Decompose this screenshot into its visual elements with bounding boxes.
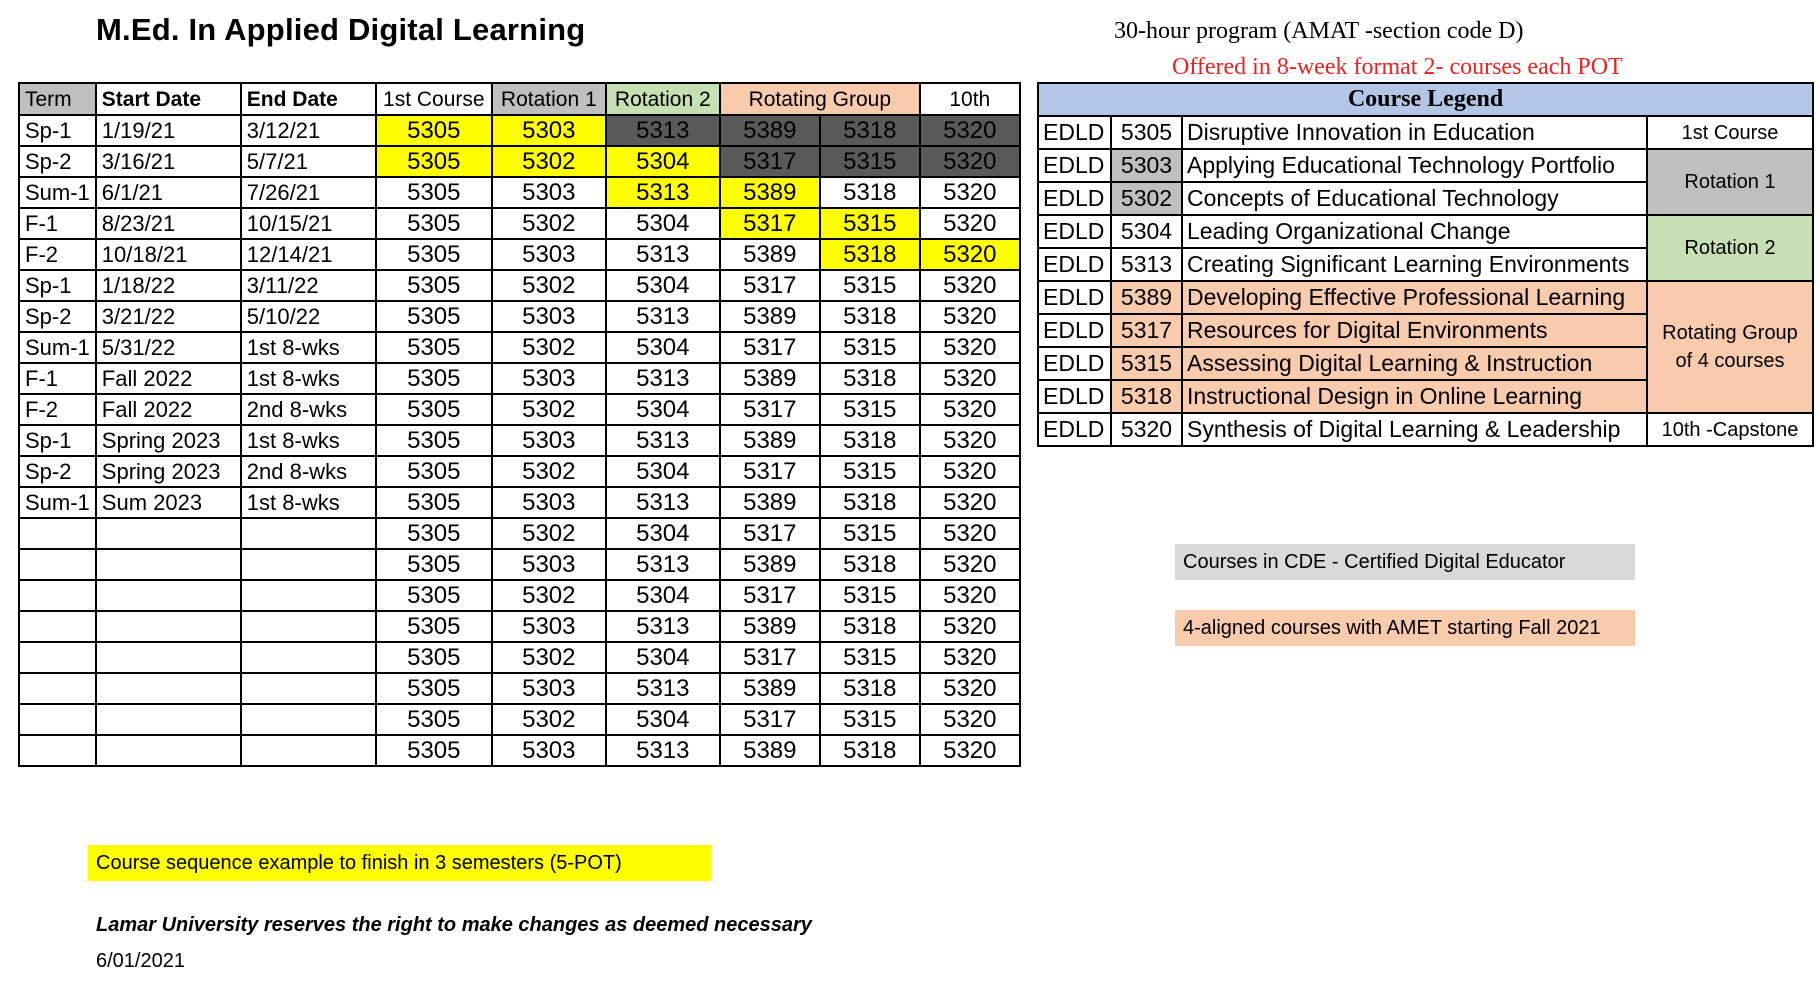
first-course-cell: 5305 xyxy=(376,487,492,518)
legend-group-rotation-2 xyxy=(1647,215,1813,281)
legend-group-label: of 4 courses xyxy=(1675,350,1785,372)
end-date-cell: 3/12/21 xyxy=(241,115,376,146)
end-date-cell xyxy=(241,580,376,611)
term-cell: F-1 xyxy=(19,363,96,394)
start-date-cell xyxy=(96,518,241,549)
legend-prefix: EDLD xyxy=(1038,281,1111,314)
rotation-1-cell: 5303 xyxy=(492,611,606,642)
legend-group-rotation-1 xyxy=(1647,149,1813,215)
schedule-row xyxy=(19,239,1020,270)
start-date-cell: 6/1/21 xyxy=(96,177,241,208)
legend-course-name: Instructional Design in Online Learning xyxy=(1182,380,1647,413)
tenth-course-cell: 5320 xyxy=(920,208,1020,239)
schedule-row xyxy=(19,146,1020,177)
tenth-course-cell: 5320 xyxy=(920,332,1020,363)
legend-prefix: EDLD xyxy=(1038,248,1111,281)
legend-header-row xyxy=(1038,83,1813,116)
first-course-cell: 5305 xyxy=(376,580,492,611)
rotating-group-a-cell: 5317 xyxy=(720,394,820,425)
legend-prefix: EDLD xyxy=(1038,182,1111,215)
tenth-course-cell: 5320 xyxy=(920,456,1020,487)
legend-group-capstone xyxy=(1647,413,1813,446)
rotating-group-a-cell: 5317 xyxy=(720,518,820,549)
legend-row xyxy=(1038,413,1813,446)
rotation-2-cell: 5304 xyxy=(606,394,720,425)
legend-title: Course Legend xyxy=(1038,83,1813,116)
term-cell: Sp-1 xyxy=(19,270,96,301)
rotation-2-cell: 5304 xyxy=(606,270,720,301)
end-date-cell: 12/14/21 xyxy=(241,239,376,270)
start-date-cell: 8/23/21 xyxy=(96,208,241,239)
rotating-group-a-cell: 5389 xyxy=(720,487,820,518)
legend-course-number: 5305 xyxy=(1111,116,1182,149)
end-date-cell xyxy=(241,611,376,642)
rotating-group-b-cell: 5318 xyxy=(820,425,920,456)
first-course-cell: 5305 xyxy=(376,208,492,239)
page-title: M.Ed. In Applied Digital Learning xyxy=(96,12,586,47)
term-cell xyxy=(19,549,96,580)
schedule-row xyxy=(19,115,1020,146)
start-date-cell xyxy=(96,642,241,673)
term-cell xyxy=(19,735,96,766)
disclaimer: Lamar University reserves the right to make changes as deemed necessary xyxy=(96,914,812,936)
rotation-2-cell: 5313 xyxy=(606,239,720,270)
rotating-group-b-cell: 5315 xyxy=(820,704,920,735)
end-date-cell xyxy=(241,735,376,766)
term-cell: Sp-1 xyxy=(19,115,96,146)
tenth-course-cell: 5320 xyxy=(920,487,1020,518)
first-course-cell: 5305 xyxy=(376,425,492,456)
legend-group-label: Rotation 2 xyxy=(1684,237,1776,259)
start-date-cell: 1/18/22 xyxy=(96,270,241,301)
tenth-course-cell: 5320 xyxy=(920,642,1020,673)
rotation-1-cell: 5303 xyxy=(492,673,606,704)
end-date-cell: 7/26/21 xyxy=(241,177,376,208)
schedule-row xyxy=(19,642,1020,673)
legend-course-number: 5303 xyxy=(1111,149,1182,182)
rotating-group-b-cell: 5315 xyxy=(820,146,920,177)
schedule-row xyxy=(19,394,1020,425)
cde-note: Courses in CDE - Certified Digital Educator xyxy=(1175,544,1635,580)
legend-course-name: Developing Effective Professional Learning xyxy=(1182,281,1647,314)
schedule-row xyxy=(19,704,1020,735)
rotating-group-a-cell: 5389 xyxy=(720,735,820,766)
rotating-group-b-cell: 5315 xyxy=(820,332,920,363)
schedule-row xyxy=(19,735,1020,766)
legend-group-label: 10th -Capstone xyxy=(1661,418,1799,441)
schedule-row xyxy=(19,611,1020,642)
rotation-1-cell: 5303 xyxy=(492,487,606,518)
schedule-row xyxy=(19,208,1020,239)
rotating-group-b-cell: 5318 xyxy=(820,549,920,580)
start-date-cell: Spring 2023 xyxy=(96,456,241,487)
term-cell: Sp-2 xyxy=(19,456,96,487)
header-end-date: End Date xyxy=(241,83,376,115)
rotation-1-cell: 5302 xyxy=(492,394,606,425)
schedule-row xyxy=(19,456,1020,487)
term-cell: F-2 xyxy=(19,394,96,425)
rotating-group-a-cell: 5317 xyxy=(720,580,820,611)
rotation-1-cell: 5302 xyxy=(492,332,606,363)
legend-course-name: Assessing Digital Learning & Instruction xyxy=(1182,347,1647,380)
first-course-cell: 5305 xyxy=(376,270,492,301)
end-date-cell: 10/15/21 xyxy=(241,208,376,239)
schedule-row xyxy=(19,177,1020,208)
rotation-2-cell: 5304 xyxy=(606,208,720,239)
start-date-cell: Spring 2023 xyxy=(96,425,241,456)
first-course-cell: 5305 xyxy=(376,704,492,735)
rotating-group-a-cell: 5317 xyxy=(720,642,820,673)
term-cell xyxy=(19,704,96,735)
schedule-row xyxy=(19,425,1020,456)
legend-group-label: Rotation 1 xyxy=(1684,171,1776,193)
rotation-2-cell: 5313 xyxy=(606,735,720,766)
end-date-cell: 3/11/22 xyxy=(241,270,376,301)
rotation-2-cell: 5313 xyxy=(606,177,720,208)
start-date-cell: 5/31/22 xyxy=(96,332,241,363)
start-date-cell xyxy=(96,549,241,580)
legend-prefix: EDLD xyxy=(1038,215,1111,248)
rotating-group-a-cell: 5389 xyxy=(720,115,820,146)
legend-course-number: 5315 xyxy=(1111,347,1182,380)
tenth-course-cell: 5320 xyxy=(920,704,1020,735)
rotation-1-cell: 5303 xyxy=(492,177,606,208)
start-date-cell xyxy=(96,735,241,766)
term-cell: Sp-2 xyxy=(19,301,96,332)
rotating-group-b-cell: 5318 xyxy=(820,487,920,518)
format-note: Offered in 8-week format 2- courses each POT xyxy=(1172,54,1623,80)
rotating-group-a-cell: 5317 xyxy=(720,208,820,239)
rotation-2-cell: 5313 xyxy=(606,487,720,518)
first-course-cell: 5305 xyxy=(376,735,492,766)
rotating-group-b-cell: 5318 xyxy=(820,115,920,146)
rotation-1-cell: 5303 xyxy=(492,115,606,146)
rotating-group-b-cell: 5315 xyxy=(820,518,920,549)
tenth-course-cell: 5320 xyxy=(920,394,1020,425)
end-date-cell: 5/7/21 xyxy=(241,146,376,177)
rotation-1-cell: 5303 xyxy=(492,363,606,394)
tenth-course-cell: 5320 xyxy=(920,735,1020,766)
rotation-2-cell: 5304 xyxy=(606,518,720,549)
tenth-course-cell: 5320 xyxy=(920,580,1020,611)
legend-course-number: 5302 xyxy=(1111,182,1182,215)
header-rotation-2: Rotation 2 xyxy=(606,83,720,115)
schedule-row xyxy=(19,301,1020,332)
rotation-2-cell: 5313 xyxy=(606,363,720,394)
rotating-group-b-cell: 5318 xyxy=(820,611,920,642)
schedule-row xyxy=(19,580,1020,611)
rotating-group-a-cell: 5317 xyxy=(720,146,820,177)
term-cell: F-1 xyxy=(19,208,96,239)
amet-note: 4-aligned courses with AMET starting Fall 2021 xyxy=(1175,610,1635,646)
rotating-group-a-cell: 5389 xyxy=(720,673,820,704)
schedule-row xyxy=(19,270,1020,301)
rotating-group-a-cell: 5389 xyxy=(720,239,820,270)
legend-row xyxy=(1038,281,1813,314)
term-cell xyxy=(19,518,96,549)
legend-prefix: EDLD xyxy=(1038,149,1111,182)
end-date-cell xyxy=(241,704,376,735)
rotating-group-b-cell: 5318 xyxy=(820,239,920,270)
rotating-group-a-cell: 5389 xyxy=(720,425,820,456)
tenth-course-cell: 5320 xyxy=(920,239,1020,270)
program-description: 30-hour program (AMAT -section code D) xyxy=(1114,18,1524,44)
legend-prefix: EDLD xyxy=(1038,413,1111,446)
legend-row xyxy=(1038,149,1813,182)
rotation-1-cell: 5302 xyxy=(492,456,606,487)
rotation-2-cell: 5313 xyxy=(606,611,720,642)
header-tenth: 10th xyxy=(920,83,1020,115)
rotating-group-a-cell: 5317 xyxy=(720,332,820,363)
end-date-cell: 2nd 8-wks xyxy=(241,394,376,425)
first-course-cell: 5305 xyxy=(376,301,492,332)
schedule-header-row xyxy=(19,83,1020,115)
tenth-course-cell: 5320 xyxy=(920,673,1020,704)
end-date-cell: 2nd 8-wks xyxy=(241,456,376,487)
tenth-course-cell: 5320 xyxy=(920,425,1020,456)
header-term: Term xyxy=(19,83,96,115)
rotation-2-cell: 5313 xyxy=(606,301,720,332)
rotation-1-cell: 5302 xyxy=(492,580,606,611)
legend-row xyxy=(1038,116,1813,149)
rotation-2-cell: 5313 xyxy=(606,425,720,456)
end-date-cell: 1st 8-wks xyxy=(241,425,376,456)
rotation-1-cell: 5302 xyxy=(492,208,606,239)
start-date-cell xyxy=(96,611,241,642)
rotation-2-cell: 5304 xyxy=(606,580,720,611)
rotating-group-b-cell: 5315 xyxy=(820,580,920,611)
schedule-row xyxy=(19,363,1020,394)
term-cell: Sp-2 xyxy=(19,146,96,177)
rotation-1-cell: 5302 xyxy=(492,642,606,673)
first-course-cell: 5305 xyxy=(376,456,492,487)
rotation-1-cell: 5302 xyxy=(492,270,606,301)
rotating-group-a-cell: 5389 xyxy=(720,177,820,208)
rotating-group-b-cell: 5315 xyxy=(820,394,920,425)
rotating-group-b-cell: 5315 xyxy=(820,270,920,301)
legend-course-number: 5313 xyxy=(1111,248,1182,281)
term-cell xyxy=(19,611,96,642)
start-date-cell xyxy=(96,580,241,611)
legend-course-number: 5389 xyxy=(1111,281,1182,314)
header-first-course: 1st Course xyxy=(376,83,492,115)
legend-course-number: 5304 xyxy=(1111,215,1182,248)
header-rotating-group: Rotating Group xyxy=(720,83,920,115)
first-course-cell: 5305 xyxy=(376,549,492,580)
legend-course-name: Resources for Digital Environments xyxy=(1182,314,1647,347)
rotating-group-a-cell: 5389 xyxy=(720,549,820,580)
rotation-1-cell: 5303 xyxy=(492,735,606,766)
rotation-1-cell: 5302 xyxy=(492,704,606,735)
schedule-row xyxy=(19,487,1020,518)
legend-course-name: Concepts of Educational Technology xyxy=(1182,182,1647,215)
tenth-course-cell: 5320 xyxy=(920,301,1020,332)
rotating-group-a-cell: 5389 xyxy=(720,611,820,642)
tenth-course-cell: 5320 xyxy=(920,363,1020,394)
end-date-cell xyxy=(241,642,376,673)
first-course-cell: 5305 xyxy=(376,115,492,146)
tenth-course-cell: 5320 xyxy=(920,611,1020,642)
rotating-group-a-cell: 5317 xyxy=(720,704,820,735)
rotation-2-cell: 5313 xyxy=(606,115,720,146)
rotation-2-cell: 5304 xyxy=(606,704,720,735)
rotating-group-b-cell: 5318 xyxy=(820,177,920,208)
legend-prefix: EDLD xyxy=(1038,347,1111,380)
tenth-course-cell: 5320 xyxy=(920,270,1020,301)
legend-prefix: EDLD xyxy=(1038,116,1111,149)
schedule-row xyxy=(19,549,1020,580)
first-course-cell: 5305 xyxy=(376,239,492,270)
start-date-cell xyxy=(96,704,241,735)
rotation-2-cell: 5313 xyxy=(606,549,720,580)
rotating-group-b-cell: 5315 xyxy=(820,208,920,239)
first-course-cell: 5305 xyxy=(376,146,492,177)
first-course-cell: 5305 xyxy=(376,642,492,673)
legend-course-name: Creating Significant Learning Environments xyxy=(1182,248,1647,281)
legend-group-rotating xyxy=(1647,281,1813,413)
legend-course-number: 5318 xyxy=(1111,380,1182,413)
rotating-group-a-cell: 5317 xyxy=(720,456,820,487)
rotation-2-cell: 5304 xyxy=(606,332,720,363)
legend-course-name: Applying Educational Technology Portfolio xyxy=(1182,149,1647,182)
legend-course-number: 5320 xyxy=(1111,413,1182,446)
legend-group-first-course xyxy=(1647,116,1813,149)
term-cell: F-2 xyxy=(19,239,96,270)
end-date-cell: 1st 8-wks xyxy=(241,332,376,363)
header-rotation-1: Rotation 1 xyxy=(492,83,606,115)
rotation-1-cell: 5302 xyxy=(492,146,606,177)
first-course-cell: 5305 xyxy=(376,518,492,549)
end-date-cell xyxy=(241,673,376,704)
rotating-group-a-cell: 5389 xyxy=(720,363,820,394)
rotation-2-cell: 5304 xyxy=(606,146,720,177)
term-cell xyxy=(19,580,96,611)
course-legend-table xyxy=(1037,82,1814,447)
rotating-group-b-cell: 5318 xyxy=(820,735,920,766)
end-date-cell: 1st 8-wks xyxy=(241,363,376,394)
end-date-cell: 1st 8-wks xyxy=(241,487,376,518)
first-course-cell: 5305 xyxy=(376,611,492,642)
sequence-note: Course sequence example to finish in 3 semesters (5-POT) xyxy=(88,845,711,881)
tenth-course-cell: 5320 xyxy=(920,177,1020,208)
legend-group-label: 1st Course xyxy=(1681,121,1779,144)
term-cell: Sum-1 xyxy=(19,487,96,518)
rotating-group-b-cell: 5318 xyxy=(820,301,920,332)
first-course-cell: 5305 xyxy=(376,394,492,425)
legend-course-name: Synthesis of Digital Learning & Leadership xyxy=(1182,413,1647,446)
rotation-1-cell: 5303 xyxy=(492,549,606,580)
term-cell: Sum-1 xyxy=(19,332,96,363)
rotating-group-b-cell: 5318 xyxy=(820,363,920,394)
legend-course-name: Leading Organizational Change xyxy=(1182,215,1647,248)
rotation-1-cell: 5303 xyxy=(492,301,606,332)
start-date-cell: 3/16/21 xyxy=(96,146,241,177)
tenth-course-cell: 5320 xyxy=(920,115,1020,146)
legend-course-name: Disruptive Innovation in Education xyxy=(1182,116,1647,149)
first-course-cell: 5305 xyxy=(376,177,492,208)
rotating-group-b-cell: 5315 xyxy=(820,456,920,487)
document-date: 6/01/2021 xyxy=(96,950,185,972)
start-date-cell: Fall 2022 xyxy=(96,363,241,394)
rotation-1-cell: 5303 xyxy=(492,239,606,270)
tenth-course-cell: 5320 xyxy=(920,518,1020,549)
term-cell xyxy=(19,673,96,704)
rotating-group-a-cell: 5389 xyxy=(720,301,820,332)
start-date-cell: Fall 2022 xyxy=(96,394,241,425)
tenth-course-cell: 5320 xyxy=(920,146,1020,177)
tenth-course-cell: 5320 xyxy=(920,549,1020,580)
schedule-row xyxy=(19,518,1020,549)
rotation-2-cell: 5304 xyxy=(606,642,720,673)
header-start-date: Start Date xyxy=(96,83,241,115)
rotation-2-cell: 5313 xyxy=(606,673,720,704)
end-date-cell xyxy=(241,549,376,580)
rotating-group-a-cell: 5317 xyxy=(720,270,820,301)
start-date-cell: Sum 2023 xyxy=(96,487,241,518)
start-date-cell: 10/18/21 xyxy=(96,239,241,270)
start-date-cell xyxy=(96,673,241,704)
legend-prefix: EDLD xyxy=(1038,380,1111,413)
end-date-cell xyxy=(241,518,376,549)
first-course-cell: 5305 xyxy=(376,332,492,363)
legend-group-label: Rotating Group xyxy=(1662,322,1798,344)
rotation-1-cell: 5303 xyxy=(492,425,606,456)
term-cell: Sum-1 xyxy=(19,177,96,208)
first-course-cell: 5305 xyxy=(376,673,492,704)
term-cell xyxy=(19,642,96,673)
legend-course-number: 5317 xyxy=(1111,314,1182,347)
start-date-cell: 1/19/21 xyxy=(96,115,241,146)
end-date-cell: 5/10/22 xyxy=(241,301,376,332)
term-cell: Sp-1 xyxy=(19,425,96,456)
rotation-1-cell: 5302 xyxy=(492,518,606,549)
first-course-cell: 5305 xyxy=(376,363,492,394)
schedule-row xyxy=(19,673,1020,704)
schedule-row xyxy=(19,332,1020,363)
legend-row xyxy=(1038,215,1813,248)
rotating-group-b-cell: 5315 xyxy=(820,642,920,673)
legend-prefix: EDLD xyxy=(1038,314,1111,347)
schedule-table xyxy=(18,82,1021,767)
rotation-2-cell: 5304 xyxy=(606,456,720,487)
rotating-group-b-cell: 5318 xyxy=(820,673,920,704)
start-date-cell: 3/21/22 xyxy=(96,301,241,332)
